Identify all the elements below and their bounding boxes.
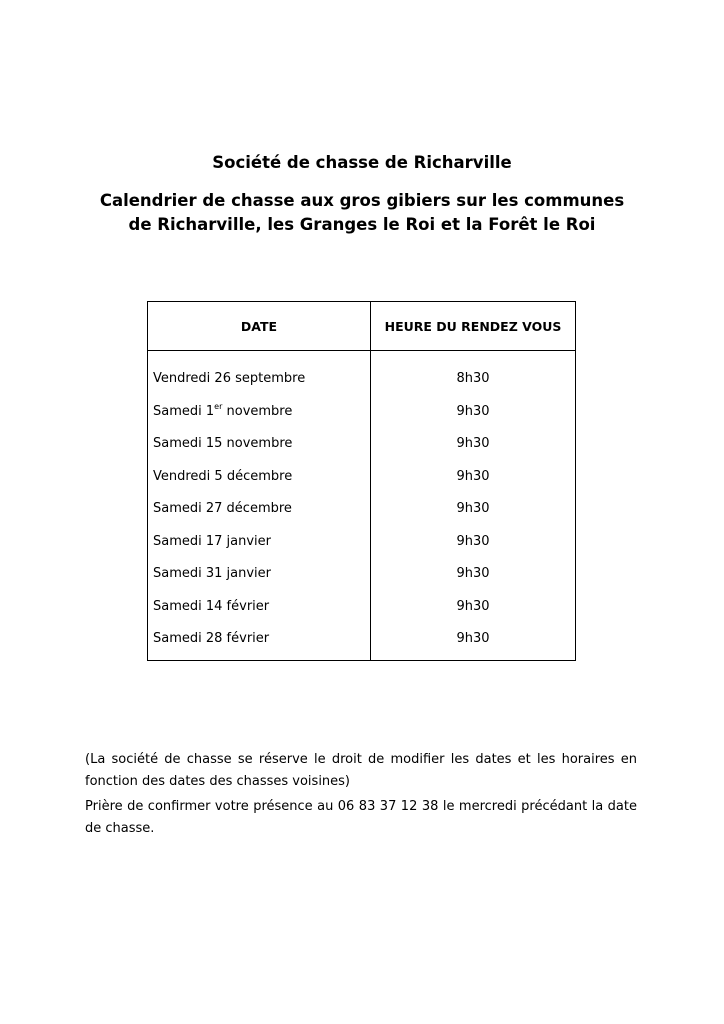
date-cell: Vendredi 5 décembre	[153, 468, 293, 484]
ordinal-superscript: er	[214, 401, 223, 411]
time-cell: 9h30	[456, 566, 490, 581]
table-row	[148, 533, 575, 565]
table-row	[148, 468, 575, 500]
reservation-note: (La société de chasse se réserve le droit de modifier les dates et les horaires en fonction des dates des chasses voisines)	[85, 752, 637, 789]
time-cell: 9h30	[456, 403, 490, 419]
date-cell: Samedi 15 novembre	[153, 436, 293, 451]
table-row	[148, 500, 575, 532]
table-row	[148, 630, 575, 662]
table-row	[148, 370, 575, 402]
time-cell: 9h30	[456, 436, 490, 451]
time-cell: 9h30	[456, 533, 490, 549]
date-cell: Samedi 14 février	[153, 598, 270, 614]
date-cell: Samedi 17 janvier	[153, 533, 272, 549]
header-divider	[148, 350, 575, 351]
date-cell: Samedi 28 février	[153, 631, 270, 646]
date-cell: Samedi 1er novembre	[153, 401, 293, 419]
table-row	[148, 435, 575, 467]
date-cell: Samedi 31 janvier	[153, 566, 272, 581]
confirmation-note: Prière de confirmer votre présence au 06 83 37 12 38 le mercredi précédant la date de chasse.	[85, 799, 637, 836]
time-cell: 9h30	[456, 631, 490, 646]
time-cell: 8h30	[456, 371, 490, 386]
column-header-date: DATE	[240, 319, 278, 334]
table-row	[148, 565, 575, 597]
time-cell: 9h30	[456, 468, 490, 484]
time-cell: 9h30	[456, 598, 490, 614]
table-row	[148, 403, 575, 435]
page-subtitle-line-1: Calendrier de chasse aux gros gibiers sur les communes	[99, 191, 625, 210]
time-cell: 9h30	[456, 501, 490, 516]
column-header-meeting-time: HEURE DU RENDEZ VOUS	[384, 319, 562, 334]
schedule-table	[147, 301, 576, 661]
table-row	[148, 598, 575, 630]
date-cell: Samedi 27 décembre	[153, 501, 292, 516]
date-cell: Vendredi 26 septembre	[153, 371, 306, 386]
page-title: Société de chasse de Richarville	[212, 153, 512, 172]
page-subtitle-line-2: de Richarville, les Granges le Roi et la Forêt le Roi	[128, 215, 596, 234]
